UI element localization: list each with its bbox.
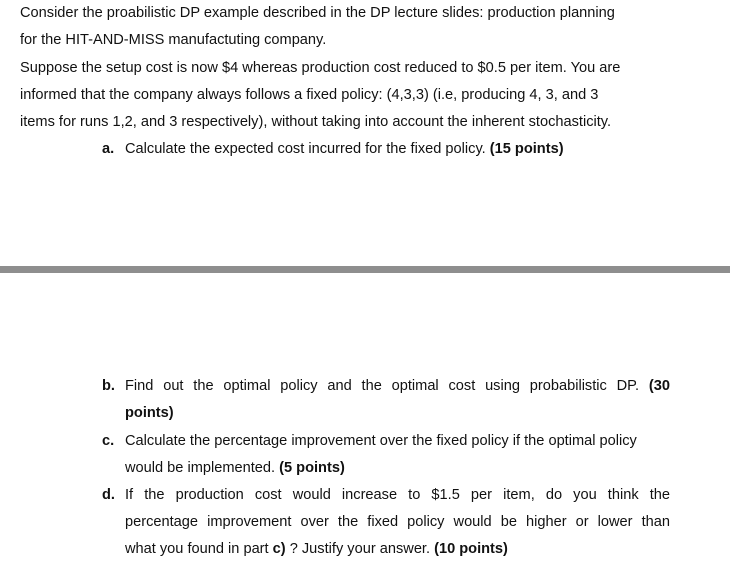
question-d-line-1: If the production cost would increase to $1.5 per item, do you think the [125,487,670,503]
question-a [125,140,564,158]
question-d-points: (10 points) [434,541,508,557]
intro-line-2: for the HIT-AND-MISS manufactuting company. [20,32,327,48]
question-d-text-post: ? Justify your answer. [289,541,431,557]
question-c-points: (5 points) [279,460,345,476]
question-a-points: (15 points) [489,141,564,157]
intro-line-1: Consider the proabilistic DP example described in the DP lecture slides: production planning [20,5,615,21]
setup-line-3: items for runs 1,2, and 3 respectively), without taking into account the inherent stochasticity. [20,114,612,130]
question-a-letter: a. [102,141,115,157]
question-b-line-1 [125,377,670,395]
question-b-letter: b. [102,378,115,394]
question-b-line-2 [125,404,174,422]
question-c-line-2 [125,459,345,477]
question-d-line-2: percentage improvement over the fixed policy would be higher or lower than [125,514,670,530]
question-d-line-3 [125,540,508,558]
section-divider [0,266,730,273]
question-d-part-ref: c) [272,541,286,557]
question-c-text: would be implemented. [125,460,276,476]
question-b-text: Find out the optimal policy and the optimal cost using probabilistic DP. [125,378,640,394]
setup-line-2: informed that the company always follows a fixed policy: (4,3,3) (i.e, producing 4, 3, and 3 [20,87,599,103]
question-b-points-part2: points) [125,405,174,421]
question-b-points-part1: (30 [648,378,670,394]
setup-line-1: Suppose the setup cost is now $4 whereas production cost reduced to $0.5 per item. You are [20,60,621,76]
question-a-text: Calculate the expected cost incurred for the fixed policy. [125,141,486,157]
question-d-text-pre: what you found in part [125,541,269,557]
question-d-letter: d. [102,487,115,503]
question-c-letter: c. [102,433,115,449]
question-c-line-1: Calculate the percentage improvement over the fixed policy if the optimal policy [125,433,637,449]
